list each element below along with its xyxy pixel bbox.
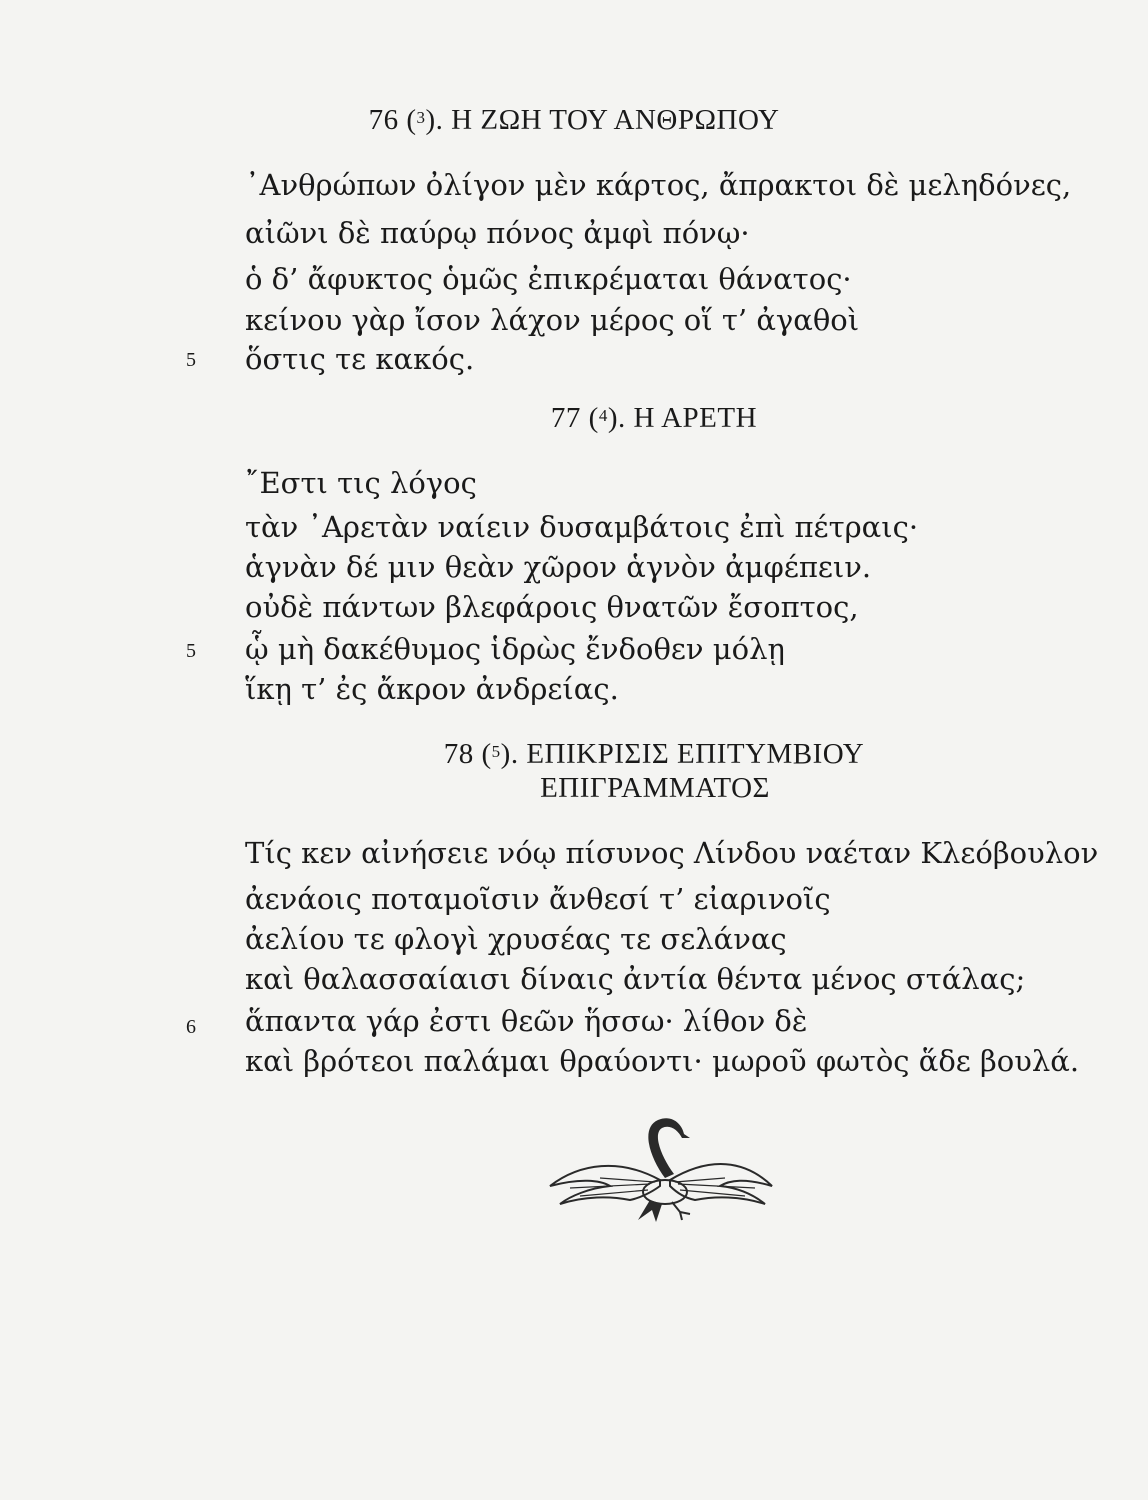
poem-77-heading: 77 ($^4$). Η ΑΡΕΤΗ [550, 402, 758, 434]
poem-77-line: ᾧ μὴ δακέθυμος ἱδρὼς ἔνδοθεν μόλῃ [245, 632, 785, 666]
poem-77-line: τὰν ᾿Αρετὰν ναίειν δυσαμβάτοις ἐπὶ πέτραις· [245, 510, 919, 544]
poem-number: 76 [368, 104, 399, 136]
poem-76-line: ὁ δ’ ἄφυκτος ὁμῶς ἐπικρέμαται θάνατος· [245, 262, 852, 296]
poem-76-heading: 76 ($^3$). Η ΖΩΗ ΤΟΥ ΑΝΘΡΩΠΟΥ [368, 104, 780, 136]
poem-ref: 5 [491, 742, 501, 761]
poem-title: Η ΖΩΗ ΤΟΥ ΑΝΘΡΩΠΟΥ [451, 104, 780, 136]
line-number: 5 [186, 349, 196, 371]
poem-77-line: ἵκῃ τ’ ἐς ἄκρον ἀνδρείας. [245, 672, 619, 706]
poem-78-line: ἅπαντα γάρ ἐστι θεῶν ἥσσω· λίθον δὲ [245, 1004, 808, 1038]
poem-77-line: ῎Εστι τις λόγος [245, 466, 477, 500]
poem-78-line: ἀενάοις ποταμοῖσιν ἄνθεσί τ’ εἰαρινοῖς [245, 882, 831, 916]
poem-78-line: καὶ βρότεοι παλάμαι θραύοντι· μωροῦ φωτὸς ἅδε βουλά. [245, 1044, 1080, 1078]
poem-76-line: κείνου γὰρ ἴσον λάχον μέρος οἵ τ’ ἀγαθοὶ [245, 303, 860, 337]
poem-78-heading: 78 ($^5$). ΕΠΙΚΡΙΣΙΣ ΕΠΙΤΥΜΒΙΟΥ [443, 738, 865, 770]
poem-77-line: οὐδὲ πάντων βλεφάροις θνατῶν ἔσοπτος, [245, 590, 859, 624]
poem-ref: 4 [598, 406, 608, 425]
swan-feet [672, 1202, 690, 1220]
swan-tail [638, 1200, 662, 1222]
line-number: 5 [186, 640, 196, 662]
poem-number: 78 [443, 738, 474, 770]
poem-title: Η ΑΡΕΤΗ [633, 402, 758, 434]
poem-number: 77 [550, 402, 581, 434]
poem-ref: 3 [416, 108, 426, 127]
poem-78-line: ἀελίου τε φλογὶ χρυσέας τε σελάνας [245, 922, 787, 956]
poem-76-line: ὅστις τε κακός. [245, 342, 475, 376]
line-number: 6 [186, 1016, 196, 1038]
poem-78-line: καὶ θαλασσαίαισι δίναις ἀντία θέντα μένος στάλας; [245, 962, 1026, 996]
poem-78-line: Τίς κεν αἰνήσειε νόῳ πίσυνος Λίνδου ναέταν Κλεόβουλον [245, 836, 1099, 870]
swan-left-wing [550, 1166, 660, 1204]
poem-title: ΕΠΙΚΡΙΣΙΣ ΕΠΙΤΥΜΒΙΟΥ [526, 738, 865, 770]
poem-78-heading-line2: ΕΠΙΓΡΑΜΜΑΤΟΣ [540, 772, 770, 804]
poem-76-line: αἰῶνι δὲ παύρῳ πόνος ἀμφὶ πόνῳ· [245, 216, 750, 250]
swan-neck [648, 1118, 690, 1178]
poem-77-line: ἁγνὰν δέ μιν θεὰν χῶρον ἁγνὸν ἀμφέπειν. [245, 550, 872, 584]
swan-ornament-icon [540, 1108, 780, 1228]
poem-76-line: ᾿Ανθρώπων ὀλίγον μὲν κάρτος, ἄπρακτοι δὲ μεληδόνες, [245, 168, 1072, 202]
